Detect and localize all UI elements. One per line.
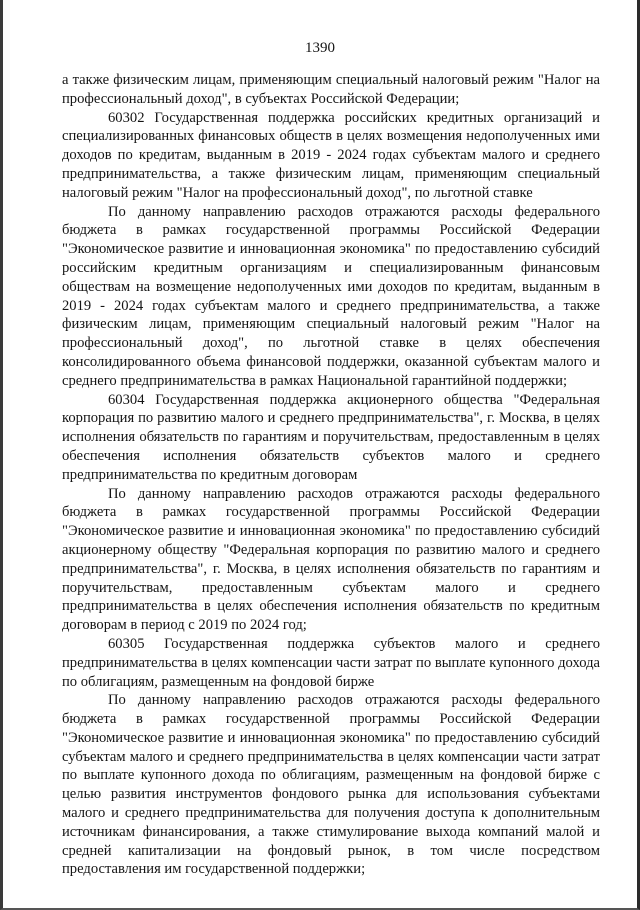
section-heading-60305: 60305 Государственная поддержка субъектов малого и среднего предпринимательства в целях компенсации части затрат по выплате купонного дохода по облигациям, размещенным на фондовой бирже bbox=[62, 635, 600, 690]
page-number: 1390 bbox=[305, 40, 335, 56]
section-heading-60304: 60304 Государственная поддержка акционерного общества "Федеральная корпорация по развитию малого и среднего предпринимательства", г. Москва, в целях исполнения обязательств по гарантиям и поручительствам, предоставленным в целях обеспечения исполнения обязательств субъектов малого и среднего предпринимательства по кредитным договорам bbox=[62, 391, 600, 483]
paragraph-60305-description: По данному направлению расходов отражаются расходы федерального бюджета в рамках государственной программы Российской Федерации "Экономическое развитие и инновационная экономика" по предоставлению субсидий субъектам малого и среднего предпринимательства в целях компенсации части затрат по выплате купонного дохода по облигациям, размещенным на фондовой бирже с целью развития инструментов фондового рынка для использования субъектами малого и среднего предпринимательства для получения доступа к дополнительным источникам финансирования, а также стимулирование выхода компаний малой и средней капитализации на фондовый рынок, в том числе посредством предоставления им государственной поддержки; bbox=[62, 692, 600, 878]
paragraph-60302-description: По данному направлению расходов отражаются расходы федерального бюджета в рамках государственной программы Российской Федерации "Экономическое развитие и инновационная экономика" по предоставлению субсидий российским кредитным организациям и специализированным финансовым обществам на возмещение недополученных ими доходов по кредитам, выданным в 2019 - 2024 годах субъектам малого и среднего предпринимательства, а также физическим лицам, применяющим специальный налоговый режим "Налог на профессиональный доход", по льготной ставке в целях обеспечения консолидированного объема финансовой поддержки, оказанной субъектам малого и среднего предпринимательства в рамках Национальной гарантийной поддержки; bbox=[62, 203, 600, 389]
paragraph-continuation: а также физическим лицам, применяющим специальный налоговый режим "Налог на профессиональный доход", в субъектах Российской Федерации; bbox=[62, 72, 600, 107]
section-heading-60302: 60302 Государственная поддержка российских кредитных организаций и специализированных финансовых обществ в целях возмещения недополученных ими доходов по кредитам, выданным в 2019 - 2024 годах субъектам малого и среднего предпринимательства, а также физическим лицам, применяющим специальный налоговый режим "Налог на профессиональный доход", по льготной ставке bbox=[62, 109, 600, 201]
paragraph-60304-description: По данному направлению расходов отражаются расходы федерального бюджета в рамках государственной программы Российской Федерации "Экономическое развитие и инновационная экономика" по предоставлению субсидий акционерному обществу "Федеральная корпорация по развитию малого и среднего предпринимательства", г. Москва, в целях исполнения обязательств по гарантиям и поручительствам, предоставленным субъектам малого и среднего предпринимательства в целях обеспечения исполнения обязательств по кредитным договорам в период с 2019 по 2024 год; bbox=[62, 485, 600, 634]
document-body bbox=[62, 71, 600, 879]
